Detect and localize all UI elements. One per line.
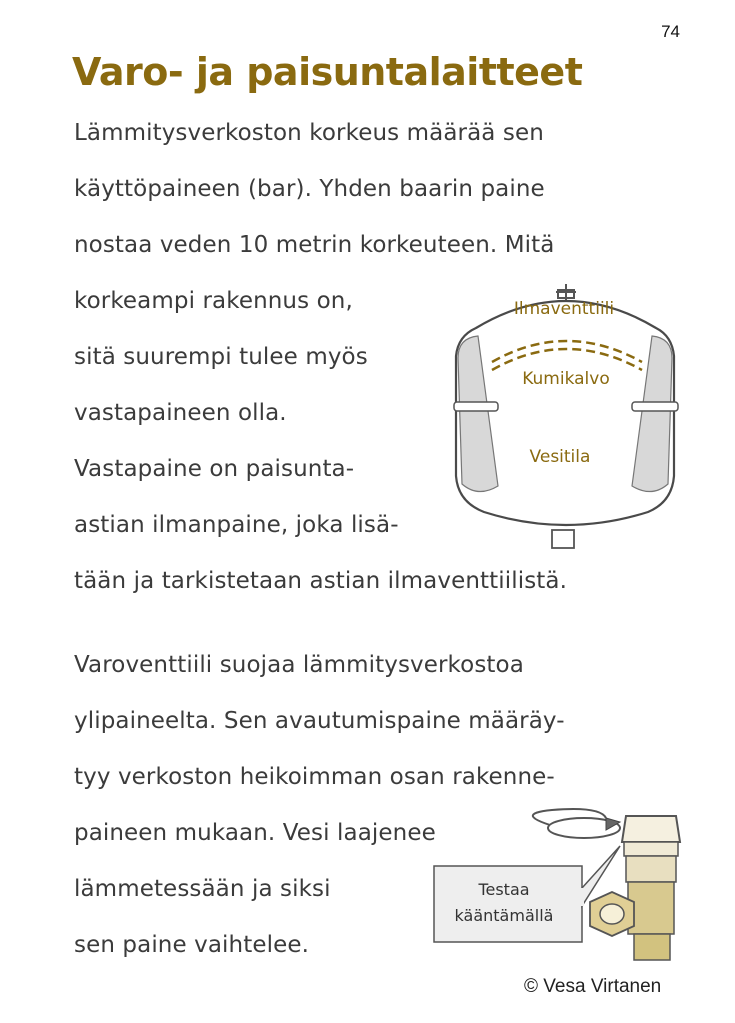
callout-box xyxy=(434,866,582,942)
text-line: Varoventtiili suojaa lämmitysverkostoa xyxy=(74,652,524,678)
valve-port xyxy=(600,904,624,924)
text-line: lämmetessään ja siksi xyxy=(74,876,331,902)
valve-ring xyxy=(624,842,678,856)
text-line: Vastapaine on paisunta- xyxy=(74,456,355,482)
text-line: korkeampi rakennus on, xyxy=(74,288,353,314)
text-line: sen paine vaihtelee. xyxy=(74,932,309,958)
text-line: nostaa veden 10 metrin korkeuteen. Mitä xyxy=(74,232,555,258)
page-title: Varo- ja paisuntalaitteet xyxy=(72,50,583,94)
text-line: vastapaineen olla. xyxy=(74,400,287,426)
valve-thread xyxy=(634,934,670,960)
text-line: astian ilmanpaine, joka lisä- xyxy=(74,512,399,538)
callout-line-1: Testaa xyxy=(478,880,530,899)
text-line: paineen mukaan. Vesi laajenee xyxy=(74,820,436,846)
air-valve-fitting xyxy=(556,284,576,300)
valve-body-upper xyxy=(626,856,676,882)
valve-cap xyxy=(622,816,680,842)
valve-body xyxy=(628,882,674,934)
copyright: © Vesa Virtanen xyxy=(524,976,662,997)
expansion-tank-illustration xyxy=(448,276,684,552)
callout-pointer-join xyxy=(580,888,584,906)
safety-valve-illustration xyxy=(430,806,692,976)
page-number: 74 xyxy=(661,22,680,41)
text-line: Lämmitysverkoston korkeus määrää sen xyxy=(74,120,544,146)
text-line: sitä suurempi tulee myös xyxy=(74,344,368,370)
label-water-space: Vesitila xyxy=(529,447,591,467)
text-line: tään ja tarkistetaan astian ilmaventtiilistä. xyxy=(74,568,568,594)
text-line: ylipaineelta. Sen avautumispaine määräy- xyxy=(74,708,565,734)
label-membrane: Kumikalvo xyxy=(522,369,610,389)
callout-line-2: kääntämällä xyxy=(454,906,554,925)
text-line: tyy verkoston heikoimman osan rakenne- xyxy=(74,764,555,790)
label-air-valve: Ilmaventtiili xyxy=(513,299,615,319)
water-connection xyxy=(552,530,574,548)
text-line: käyttöpaineen (bar). Yhden baarin paine xyxy=(74,176,545,202)
tank-seam-left xyxy=(454,402,498,411)
tank-seam-right xyxy=(632,402,678,411)
